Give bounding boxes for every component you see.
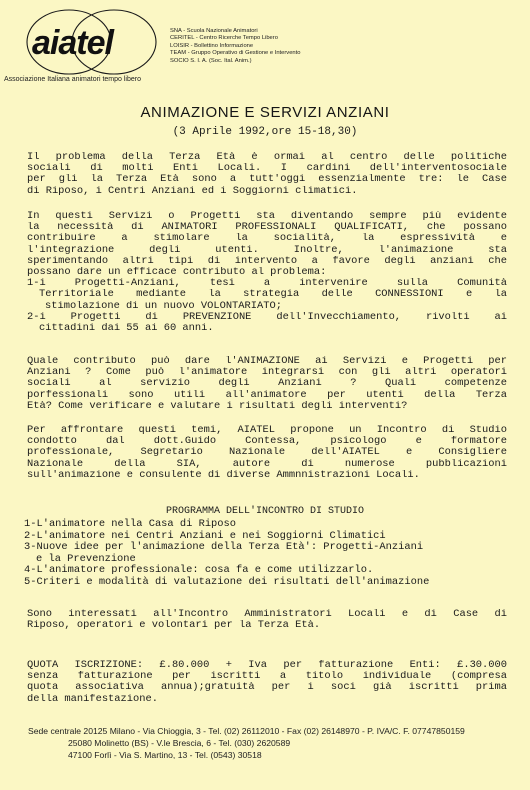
paragraph-intro — [27, 152, 507, 197]
text-line: Riposo, operatori e volontari per la Terza Età. — [27, 620, 321, 632]
document-title: ANIMAZIONE E SERVIZI ANZIANI — [140, 104, 390, 121]
program-title: PROGRAMMA DELL'INCONTRO DI STUDIO — [165, 506, 365, 517]
program-item: 5-Criteri e modalità di valutazione dei risultati dell'animazione — [24, 575, 430, 588]
text-line: della manifestazione. — [27, 693, 158, 705]
text-line: Nazionale della SIA, autore di numerose pubblicazioni — [27, 458, 507, 470]
text-line: quota associativa annua);gratuità per i soci già iscritti prima — [27, 682, 507, 694]
program-item: 1-L'animatore nella Casa di Riposo — [24, 518, 237, 530]
text-line: sull'animazione e consulente di diverse Ammnnistrazioni Locali. — [27, 469, 420, 481]
footer-addresses — [0, 725, 530, 761]
text-line: stimolazione di un nuovo VOLONTARIATO; — [45, 300, 282, 312]
text-line: sperimentando altri tipi di intervento a favore degli anziani che — [27, 255, 507, 267]
paragraph-audience — [27, 609, 507, 631]
text-line: l'integrazione degli utenti. Inoltre, l'animazione sta — [27, 244, 507, 256]
program-list — [24, 519, 514, 589]
text-line: 1-i Progetti-Anziani, tesi a intervenire sulla Comunità — [27, 278, 507, 290]
footer-line: 25080 Molinetto (BS) - V.le Brescia, 6 - Tel. (030) 2620589 — [68, 738, 291, 748]
text-line: contribuire a stimolare la socialità, la espressività e — [27, 233, 507, 245]
text-line: porfessionali sono utili all'animatore per utenti della Terza — [27, 389, 507, 401]
footer-line: Sede centrale 20125 Milano - Via Chioggia, 3 - Tel. (02) 26112010 - Fax (02) 26148970 - P. IVA/C. F. 07747850159 — [28, 726, 465, 736]
text-line: per gli la Terza Età sono a tutt'oggi essenzialmente tre: le Case — [27, 174, 507, 186]
text-line: sociali al servizio degli Anziani ? Quali competenze — [27, 378, 507, 390]
text-line: professionale, Segretario Nazionale dell'AIATEL e Consigliere — [27, 447, 507, 459]
org-line: SOCIO S. I. A. (Soc. Ital. Anim.) — [170, 57, 252, 64]
text-line: sociali di molti Enti Locali. I cardini dell'interventosociale — [27, 163, 507, 175]
paragraph-fees — [27, 660, 507, 705]
text-line: senza fatturazione per iscritti a titolo individuale (compresa — [27, 671, 507, 683]
text-line: Quale contributo può dare l'ANIMAZIONE ai Servizi e Progetti per — [27, 356, 507, 367]
text-line: condotto dal dott.Guido Contessa, psicologo e formatore — [27, 436, 507, 448]
text-line: In questi Servizi o Progetti sta diventando sempre più evidente — [27, 211, 507, 222]
program-item: e la Prevenzione — [36, 552, 136, 565]
text-line: la necessità di ANIMATORI PROFESSIONALI QUALIFICATI, che possano — [27, 222, 507, 234]
program-item: 4-L'animatore professionale: cosa fa e come utilizzarlo. — [24, 564, 374, 577]
text-line: Anziani ? Come può l'animatore integrarsi con gli altri operatori — [27, 367, 507, 379]
document-subtitle: (3 Aprile 1992,ore 15-18,30) — [172, 126, 358, 138]
org-line: LOISIR - Bollettino Informazione — [170, 42, 254, 49]
text-line: cittadini dai 55 ai 60 anni. — [39, 323, 214, 335]
text-line: possano dare un efficace contributo al problema: — [27, 267, 327, 279]
association-name: Associazione Italiana animatori tempo libero — [4, 76, 141, 83]
text-line: Territoriale mediante la strategia delle CONNESSIONI e la — [39, 289, 507, 301]
footer-line: 47100 Forlì - Via S. Martino, 13 - Tel. (0543) 30518 — [68, 750, 262, 760]
text-line: Sono interessati all'Incontro Amministratori Locali e di Case di — [27, 609, 507, 620]
org-line: CERITEL - Centro Ricerche Tempo Libero — [170, 35, 278, 42]
paragraph-services — [27, 211, 507, 334]
text-line: Età? Come verificare e valutare i risultati degli interventi? — [27, 400, 408, 412]
text-line: QUOTA ISCRIZIONE: £.80.000 + Iva per fatturazione Enti: £.30.000 — [27, 660, 507, 671]
text-line: Il problema della Terza Età è ormai al centro delle politiche — [27, 152, 507, 163]
text-line: di Riposo, i Centri Anziani ed i Soggiorni climatici. — [27, 185, 358, 197]
text-line: Per affrontare questi temi, AIATEL propone un Incontro di Studio — [27, 425, 507, 436]
org-line: TEAM - Gruppo Operativo di Gestione e Intervento — [170, 50, 301, 57]
organizations-list — [170, 28, 380, 65]
program-item: 3-Nuove idee per l'animazione della Terza Età': Progetti-Anziani — [24, 541, 424, 554]
aiatel-logo — [14, 8, 164, 78]
org-line: SNA - Scuola Nazionale Animatori — [170, 28, 258, 34]
logo-text: aiatel — [32, 24, 113, 62]
paragraph-questions — [27, 356, 507, 412]
paragraph-proposal — [27, 425, 507, 481]
text-line: 2-i Progetti di PREVENZIONE dell'Invecchiamento, rivolti ai — [27, 311, 507, 323]
program-item: 2-L'animatore nei Centri Anziani e nei Soggiorni Climatici — [24, 529, 386, 542]
